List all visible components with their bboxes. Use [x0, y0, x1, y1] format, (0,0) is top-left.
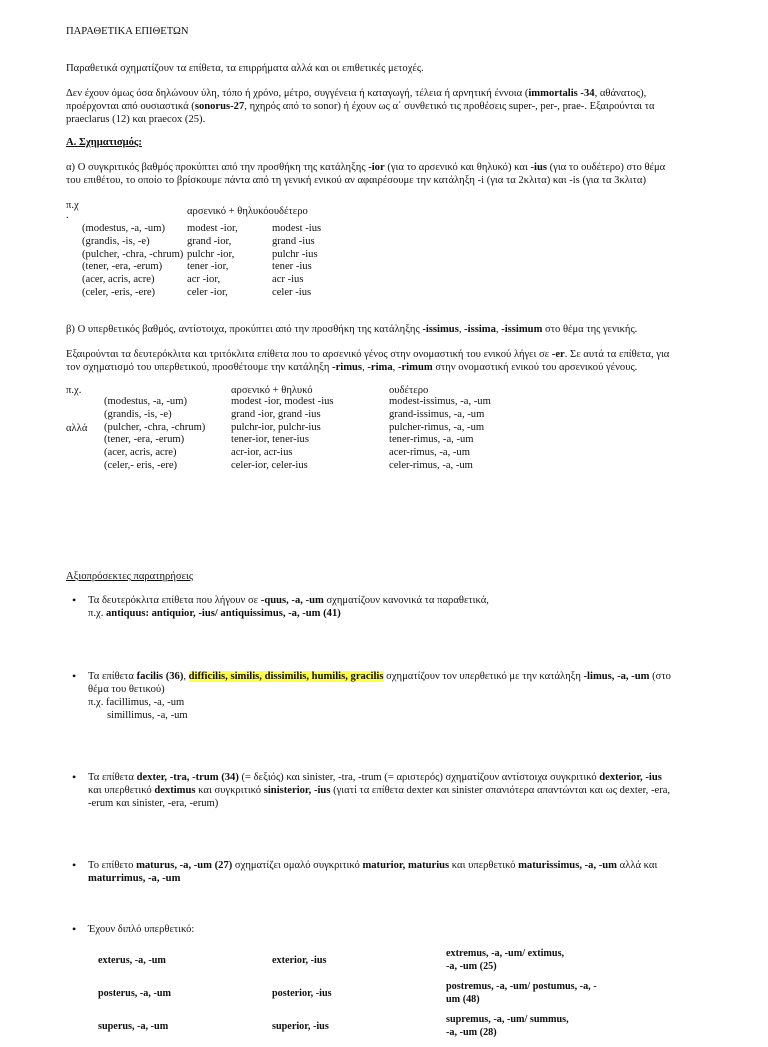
- table-row: [82, 274, 362, 287]
- bold-term: facilis (36): [136, 671, 184, 682]
- superlative-form: tener-rimus, -a, -um: [389, 434, 474, 446]
- superlative-form: [446, 948, 597, 981]
- example-text: simillimus, -a, -um: [107, 710, 188, 721]
- positive-form: (acer, acris, acre): [82, 274, 155, 286]
- text: (για το ουδέτερο) στο θέμα: [546, 162, 666, 173]
- bold-term: -rimum: [397, 362, 433, 373]
- superlative-form: grand-issimus, -a, -um: [389, 408, 485, 420]
- text: στην ονομαστική ενικού του αρσενικού γένους.: [432, 362, 638, 373]
- comparative-form: pulchr-ior, pulchr-ius: [231, 421, 321, 433]
- bold-term: antiquus: antiquior, -ius/ antiquissimus, -a, -um (41): [106, 608, 341, 619]
- neuter-comparative: modest -ius: [272, 223, 322, 234]
- masc-fem-comparative: celer -ior,: [187, 286, 228, 298]
- intro-paragraph: Παραθετικά σχηματίζουν τα επίθετα, τα επιρρήματα αλλά και οι επιθετικές μετοχές.: [66, 63, 424, 74]
- text: του επιθέτου, το οποίο το βρίσκουμε πάντα από τη γενική ενικού αν αφαιρέσουμε την κατάληξη -i (για τα 2κλιτα) και -is (για τα 3κλιτα): [66, 175, 646, 186]
- bold-term: maturus, -a, -um (27): [136, 860, 233, 871]
- text: σχηματίζει ομαλό συγκριτικό: [232, 860, 363, 871]
- text: ,: [362, 362, 368, 373]
- positive-form: (modestus, -a, -um): [104, 396, 187, 407]
- example-label: π.χ: [66, 200, 79, 211]
- text: . Σε αυτά τα επίθετα, για: [564, 349, 670, 360]
- page-title: ΠΑΡΑΘΕΤΙΚΑ ΕΠΙΘΕΤΩΝ: [66, 26, 189, 37]
- superlative-form: celer-rimus, -a, -um: [389, 459, 473, 471]
- text: ,: [183, 671, 189, 682]
- text: ,: [392, 362, 398, 373]
- text: , αθάνατος),: [594, 88, 647, 99]
- neuter-comparative: grand -ius: [272, 235, 315, 247]
- text: Τα επίθετα: [88, 671, 137, 682]
- table2-header-neuter: ουδέτερο: [389, 385, 429, 396]
- positive-form: (pulcher, -chra, -chrum): [104, 421, 206, 433]
- bold-term: -ior: [368, 162, 385, 173]
- text: θέμα του θετικού): [88, 684, 165, 695]
- comparative-form: superior, -ius: [272, 1021, 329, 1032]
- comparative-table: [82, 223, 362, 300]
- bold-term: -issima: [464, 324, 496, 335]
- text: praeclarus (12) και praecox (25).: [66, 114, 206, 125]
- bold-term: -er: [551, 349, 565, 360]
- positive-form: exterus, -a, -um: [98, 955, 166, 966]
- table-row: [104, 447, 529, 460]
- neuter-comparative: celer -ius: [272, 286, 312, 298]
- positive-form: (tener, -era, -erum): [104, 434, 185, 446]
- neuter-comparative: acr -ius: [272, 274, 304, 286]
- text: και υπερθετικό: [449, 860, 519, 871]
- positive-form: (modestus, -a, -um): [82, 223, 165, 234]
- text: (= δεξιός) και sinister, -tra, -trum (= αριστερός) σχηματίζουν αντίστοιχα συγκριτικό: [238, 772, 600, 783]
- superlative-line: postremus, -a, -um/ postumus, -a, -: [446, 981, 597, 992]
- text: και υπερθετικό: [88, 785, 155, 796]
- notes-heading: Αξιοπρόσεκτες παρατηρήσεις: [66, 571, 194, 582]
- masc-fem-comparative: modest -ior,: [187, 223, 238, 234]
- positive-form: (acer, acris, acre): [104, 447, 177, 459]
- bold-term: maturrimus, -a, -um: [88, 873, 181, 884]
- positive-form: superus, -a, -um: [98, 1021, 169, 1032]
- table-row: [104, 422, 529, 435]
- table-row: [82, 261, 362, 274]
- table2-header-masc-fem: αρσενικό + θηλυκό: [231, 385, 313, 396]
- double-superlative-table: [98, 948, 597, 1047]
- masc-fem-comparative: pulchr -ior,: [187, 248, 235, 260]
- comparative-form: celer-ior, celer-ius: [231, 459, 308, 471]
- positive-form: (celer,- eris, -ere): [104, 459, 178, 471]
- superlative-line: -a, -um (28): [446, 1026, 497, 1038]
- superlative-form: modest-issimus, -a, -um: [389, 396, 491, 407]
- table-row: [104, 434, 529, 447]
- superlative-line: extremus, -a, -um/ extimus,: [446, 948, 565, 959]
- bold-term: -quus, -a, -um: [260, 595, 324, 606]
- neuter-comparative: tener -ius: [272, 261, 312, 273]
- note-maturus: [88, 859, 708, 885]
- comparative-form: acr-ior, acr-ius: [231, 447, 293, 459]
- text: τον σχηματισμό του υπερθετικού, προσθέτουμε την κατάληξη: [66, 362, 333, 373]
- text: ,: [495, 324, 502, 335]
- superlative-line: supremus, -a, -um/ summus,: [446, 1014, 569, 1025]
- superlative-form: [446, 981, 597, 1014]
- text: (για το αρσενικό και θηλυκό) και: [384, 162, 531, 173]
- text: Το επίθετο: [88, 860, 137, 871]
- example-text: π.χ. facillimus, -a, -um: [88, 697, 185, 708]
- highlighted-term: difficilis, similis, dissimilis, humilis, gracilis: [188, 671, 384, 682]
- text: προέρχονται από ουσιαστικά (: [66, 101, 195, 112]
- table-row: [104, 460, 529, 473]
- text: Τα δευτερόκλιτα επίθετα που λήγουν σε: [88, 595, 261, 606]
- bold-term: -issimum: [501, 324, 543, 335]
- section-heading-a: Α. Σχηματισμός:: [66, 137, 142, 148]
- bold-term: dextimus: [154, 785, 196, 796]
- bold-term: -ius: [530, 162, 547, 173]
- masc-fem-comparative: grand -ior,: [187, 235, 232, 247]
- text: (γιατί τα επίθετα dexter και sinister σπανιότερα απαντώνται και ως dexter, -era,: [330, 785, 671, 796]
- but-label: αλλά: [66, 423, 88, 434]
- positive-form: (pulcher, -chra, -chrum): [82, 248, 184, 260]
- text: αλλά και: [617, 860, 658, 871]
- table-row: [82, 223, 362, 236]
- bold-term: -rimus: [332, 362, 363, 373]
- table-row: [82, 287, 362, 300]
- text: π.χ.: [88, 608, 106, 619]
- table-row: [82, 249, 362, 262]
- comparative-form: exterior, -ius: [272, 955, 327, 966]
- text: Τα επίθετα: [88, 772, 137, 783]
- comparative-form: modest -ior, modest -ius: [231, 396, 334, 407]
- positive-form: posterus, -a, -um: [98, 988, 172, 999]
- text: Εξαιρούνται τα δευτερόκλιτα και τριτόκλιτα επίθετα που το αρσενικό γένος στην ονομαστική του ενικού λήγει σε: [66, 349, 552, 360]
- note-quus: [88, 594, 708, 620]
- bold-term: maturissimus, -a, -um: [518, 860, 617, 871]
- comparative-form: posterior, -ius: [272, 988, 332, 999]
- note-dexter: [88, 771, 708, 810]
- table-row: [98, 1014, 597, 1047]
- neuter-comparative: pulchr -ius: [272, 248, 318, 260]
- table-row: [104, 396, 529, 409]
- text: σχηματίζουν κανονικά τα παραθετικά,: [323, 595, 489, 606]
- superlative-line: um (48): [446, 993, 480, 1005]
- text: (στο: [649, 671, 671, 682]
- dot: .: [66, 210, 69, 221]
- bold-term: -issimus: [422, 324, 459, 335]
- text: , ηχηρός από το sonor) ή έχουν ως α΄ συνθετικό τις προθέσεις super-, per-, prae-. Εξαιρούνται τα: [244, 101, 655, 112]
- example-label-2: π.χ.: [66, 385, 82, 396]
- comparative-paragraph: [66, 161, 706, 187]
- positive-form: (grandis, -is, -e): [104, 408, 172, 420]
- superlative-line: -a, -um (25): [446, 960, 497, 972]
- table-row: [98, 981, 597, 1014]
- superlative-paragraph: [66, 323, 706, 336]
- text: α) Ο συγκριτικός βαθμός προκύπτει από την προσθήκη της κατάληξης: [66, 162, 369, 173]
- table-row: [104, 409, 529, 422]
- text: ,: [458, 324, 465, 335]
- superlative-form: pulcher-rimus, -a, -um: [389, 421, 485, 433]
- exception-paragraph: [66, 348, 706, 374]
- text: β) Ο υπερθετικός βαθμός, αντίστοιχα, προκύπτει από την προσθήκη της κατάληξης: [66, 324, 423, 335]
- no-degree-paragraph: [66, 87, 706, 126]
- bold-term: sinisterior, -ius: [263, 785, 331, 796]
- comparative-form: tener-ior, tener-ius: [231, 434, 309, 446]
- positive-form: (grandis, -is, -e): [82, 235, 150, 247]
- superlative-form: [446, 1014, 597, 1047]
- positive-form: (tener, -era, -erum): [82, 261, 163, 273]
- bold-term: dexterior, -ius: [599, 772, 662, 783]
- note-facilis: [88, 670, 708, 722]
- superlative-form: acer-rimus, -a, -um: [389, 447, 470, 459]
- comparative-form: grand -ior, grand -ius: [231, 408, 321, 420]
- text: σχηματίζουν τον υπερθετικό με την κατάληξη: [383, 671, 584, 682]
- bold-term: maturior, maturius: [362, 860, 450, 871]
- bold-term: -limus, -a, -um: [583, 671, 650, 682]
- bold-term: -rima: [367, 362, 393, 373]
- table1-header: αρσενικό + θηλυκόουδέτερο: [187, 206, 308, 217]
- text: και συγκριτικό: [195, 785, 264, 796]
- masc-fem-comparative: acr -ior,: [187, 274, 221, 286]
- positive-form: (celer, -eris, -ere): [82, 286, 156, 298]
- masc-fem-comparative: tener -ior,: [187, 261, 229, 273]
- bold-term: immortalis -34: [528, 88, 595, 99]
- note-double-superlative: • Έχουν διπλό υπερθετικό:: [88, 923, 708, 936]
- bold-term: sonorus-27: [194, 101, 245, 112]
- text: Δεν έχουν όμως όσα δηλώνουν ύλη, τόπο ή χρόνο, μέτρο, συγγένεια ή καταγωγή, τέλεια ή αρνητική έννοια (: [66, 88, 529, 99]
- text: -erum και sinister, -era, -erum): [88, 798, 219, 809]
- superlative-table: [104, 396, 529, 473]
- table-row: [82, 236, 362, 249]
- text: στο θέμα της γενικής.: [542, 324, 638, 335]
- bold-term: dexter, -tra, -trum (34): [136, 772, 239, 783]
- table-row: [98, 948, 597, 981]
